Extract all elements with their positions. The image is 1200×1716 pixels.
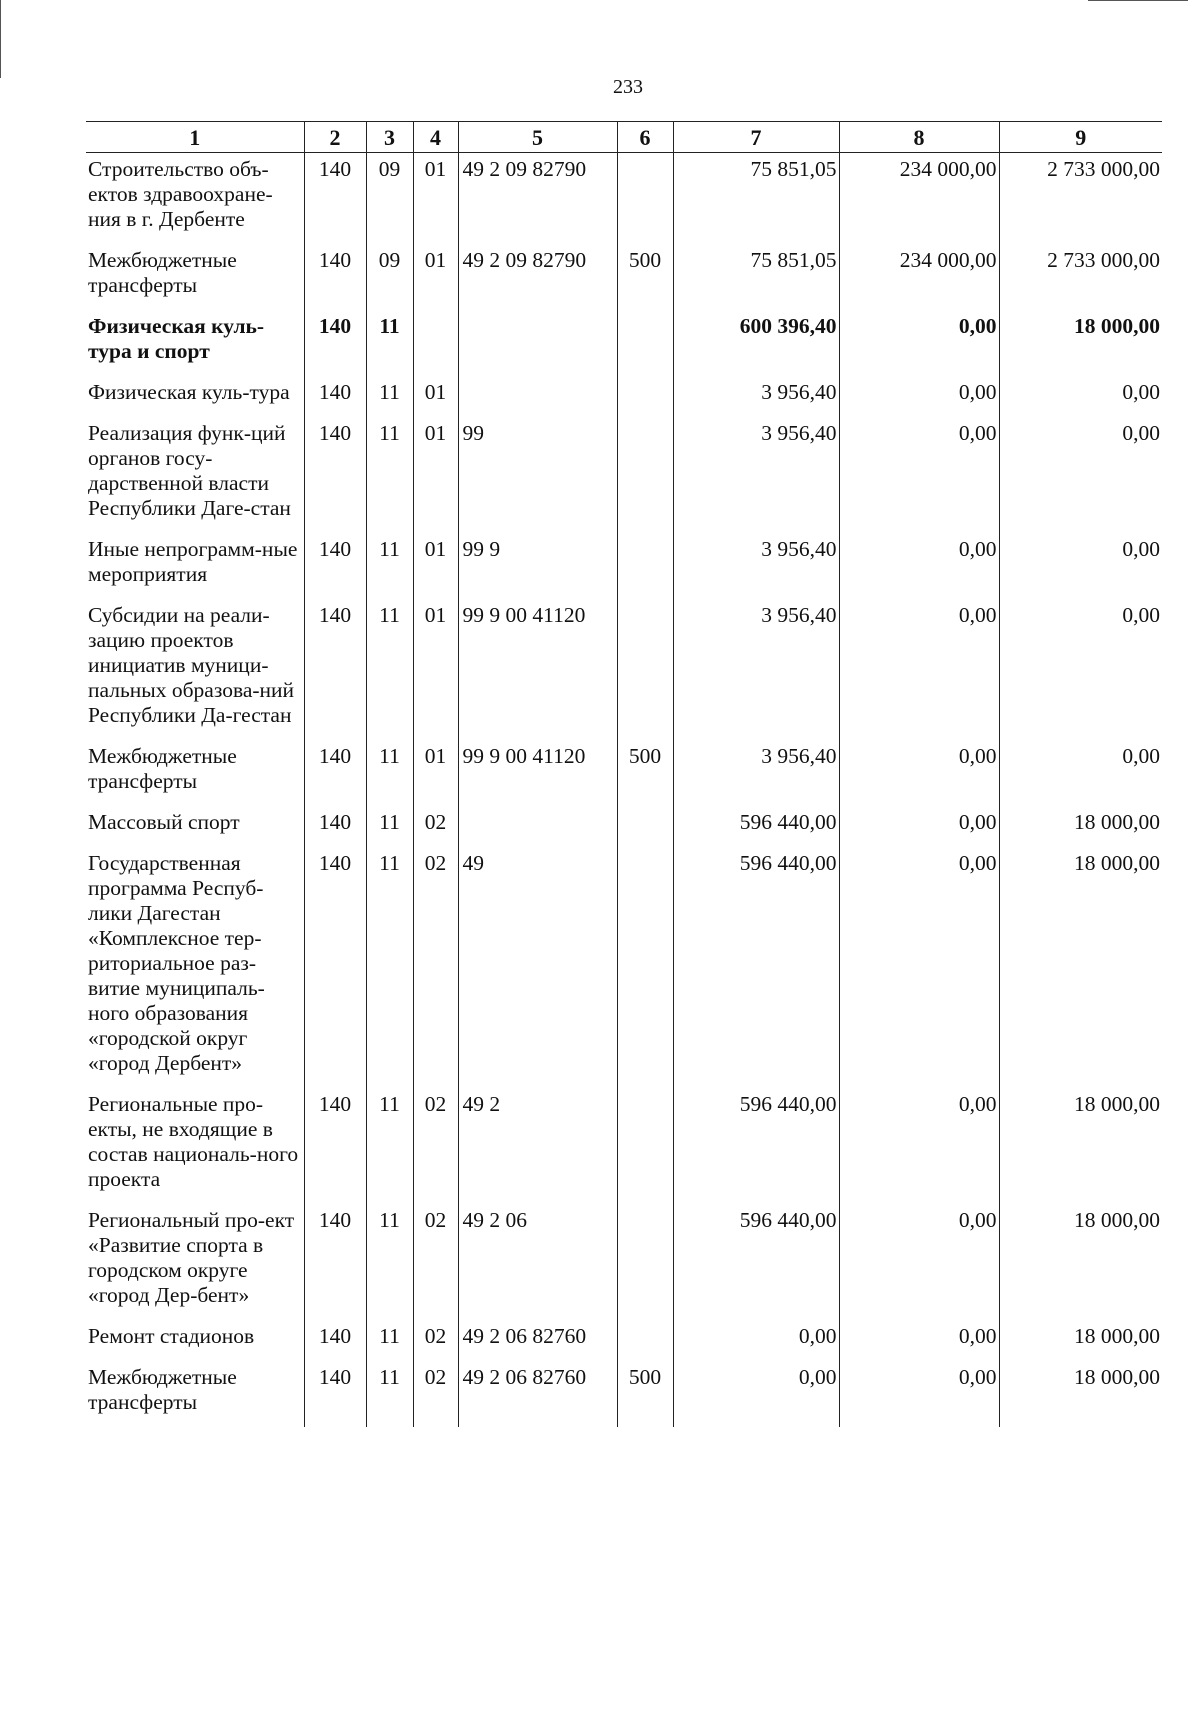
table-row <box>86 599 1162 740</box>
amount-col9: 18 000,00 <box>999 1088 1162 1204</box>
subsection-code: 02 <box>413 1361 458 1427</box>
amount-col9: 0,00 <box>999 599 1162 740</box>
page-number: 233 <box>613 76 643 98</box>
ministry-code: 140 <box>304 740 366 806</box>
ministry-code: 140 <box>304 376 366 417</box>
row-label: Региональный про-ект «Развитие спорта в городском округе «город Дер-бент» <box>88 1208 295 1307</box>
amount-col7: 596 440,00 <box>673 806 839 847</box>
amount-col7: 3 956,40 <box>673 740 839 806</box>
amount-col9: 18 000,00 <box>999 1361 1162 1427</box>
amount-col9: 18 000,00 <box>999 1204 1162 1320</box>
row-label: Строительство объ-ектов здравоохране-ния в г. Дербенте <box>88 157 273 231</box>
subsection-code: 01 <box>413 244 458 310</box>
amount-col8: 234 000,00 <box>839 153 999 245</box>
amount-col9: 2 733 000,00 <box>999 244 1162 310</box>
column-header: 2 <box>304 122 366 153</box>
ministry-code: 140 <box>304 310 366 376</box>
amount-col7: 596 440,00 <box>673 1088 839 1204</box>
row-label: Межбюджетные трансферты <box>88 744 237 793</box>
section-code: 09 <box>366 153 413 245</box>
section-code: 11 <box>366 417 413 533</box>
amount-col8: 0,00 <box>839 1361 999 1427</box>
amount-col7: 3 956,40 <box>673 376 839 417</box>
amount-col8: 0,00 <box>839 1088 999 1204</box>
target-article-code: 49 2 09 82790 <box>458 153 617 245</box>
amount-col8: 234 000,00 <box>839 244 999 310</box>
target-article-code: 49 2 06 82760 <box>458 1320 617 1361</box>
amount-col8: 0,00 <box>839 740 999 806</box>
amount-col7: 0,00 <box>673 1320 839 1361</box>
section-code: 11 <box>366 806 413 847</box>
subsection-code: 02 <box>413 1320 458 1361</box>
table-row <box>86 533 1162 599</box>
amount-col7: 3 956,40 <box>673 599 839 740</box>
expense-type-code: 500 <box>617 1361 673 1427</box>
expense-type-code <box>617 599 673 740</box>
ministry-code: 140 <box>304 1361 366 1427</box>
target-article-code: 49 <box>458 847 617 1088</box>
ministry-code: 140 <box>304 417 366 533</box>
row-label: Региональные про-екты, не входящие в состав националь-ного проекта <box>88 1092 299 1191</box>
scan-edge-line <box>0 0 1 78</box>
column-header: 5 <box>458 122 617 153</box>
section-code: 11 <box>366 1204 413 1320</box>
expense-type-code <box>617 847 673 1088</box>
row-label: Ремонт стадионов <box>88 1324 255 1348</box>
column-header: 1 <box>86 122 304 153</box>
header-row <box>86 122 1162 153</box>
expense-type-code <box>617 417 673 533</box>
ministry-code: 140 <box>304 599 366 740</box>
section-code: 11 <box>366 1361 413 1427</box>
section-code: 11 <box>366 310 413 376</box>
table-row <box>86 376 1162 417</box>
amount-col7: 0,00 <box>673 1361 839 1427</box>
ministry-code: 140 <box>304 847 366 1088</box>
subsection-code: 01 <box>413 376 458 417</box>
table-row <box>86 417 1162 533</box>
ministry-code: 140 <box>304 1320 366 1361</box>
amount-col7: 596 440,00 <box>673 1204 839 1320</box>
amount-col9: 18 000,00 <box>999 806 1162 847</box>
ministry-code: 140 <box>304 806 366 847</box>
ministry-code: 140 <box>304 1204 366 1320</box>
amount-col8: 0,00 <box>839 376 999 417</box>
target-article-code <box>458 806 617 847</box>
row-label: Массовый спорт <box>88 810 240 834</box>
row-label: Субсидии на реали-зацию проектов инициатив муници-пальных образова-ний Республики Да-гестан <box>88 603 295 727</box>
amount-col8: 0,00 <box>839 533 999 599</box>
amount-col8: 0,00 <box>839 417 999 533</box>
row-label: Межбюджетные трансферты <box>88 1365 237 1414</box>
amount-col8: 0,00 <box>839 1320 999 1361</box>
subsection-code: 02 <box>413 1088 458 1204</box>
column-header: 9 <box>999 122 1162 153</box>
scan-edge-line <box>1088 0 1188 1</box>
target-article-code: 49 2 09 82790 <box>458 244 617 310</box>
amount-col7: 75 851,05 <box>673 153 839 245</box>
table-body <box>86 153 1162 1428</box>
row-label: Физическая куль-тура и спорт <box>88 314 265 363</box>
target-article-code: 99 9 00 41120 <box>458 740 617 806</box>
table-row <box>86 244 1162 310</box>
section-code: 11 <box>366 740 413 806</box>
amount-col9: 18 000,00 <box>999 1320 1162 1361</box>
amount-col7: 3 956,40 <box>673 417 839 533</box>
expense-type-code <box>617 1204 673 1320</box>
amount-col7: 596 440,00 <box>673 847 839 1088</box>
amount-col7: 75 851,05 <box>673 244 839 310</box>
amount-col9: 18 000,00 <box>999 847 1162 1088</box>
column-header: 7 <box>673 122 839 153</box>
column-header: 4 <box>413 122 458 153</box>
section-code: 11 <box>366 533 413 599</box>
column-header: 3 <box>366 122 413 153</box>
table-row <box>86 1320 1162 1361</box>
target-article-code: 99 <box>458 417 617 533</box>
target-article-code: 99 9 00 41120 <box>458 599 617 740</box>
section-code: 11 <box>366 599 413 740</box>
section-code: 11 <box>366 1320 413 1361</box>
table-row <box>86 1088 1162 1204</box>
subsection-code: 01 <box>413 740 458 806</box>
subsection-code: 02 <box>413 847 458 1088</box>
target-article-code: 49 2 <box>458 1088 617 1204</box>
table-row <box>86 740 1162 806</box>
expense-type-code: 500 <box>617 740 673 806</box>
subsection-code <box>413 310 458 376</box>
table-row <box>86 1204 1162 1320</box>
row-label: Иные непрограмм-ные мероприятия <box>88 537 298 586</box>
row-label: Физическая куль-тура <box>88 380 290 404</box>
row-label: Реализация функ-ций органов госу-дарственной власти Республики Даге-стан <box>88 421 291 520</box>
amount-col8: 0,00 <box>839 1204 999 1320</box>
expense-type-code: 500 <box>617 244 673 310</box>
expense-type-code <box>617 1320 673 1361</box>
subsection-code: 01 <box>413 533 458 599</box>
ministry-code: 140 <box>304 1088 366 1204</box>
table-row <box>86 806 1162 847</box>
target-article-code: 49 2 06 <box>458 1204 617 1320</box>
amount-col9: 0,00 <box>999 533 1162 599</box>
amount-col9: 0,00 <box>999 376 1162 417</box>
table-row <box>86 310 1162 376</box>
table-row <box>86 847 1162 1088</box>
expense-type-code <box>617 533 673 599</box>
amount-col8: 0,00 <box>839 599 999 740</box>
amount-col8: 0,00 <box>839 806 999 847</box>
subsection-code: 01 <box>413 417 458 533</box>
subsection-code: 02 <box>413 1204 458 1320</box>
amount-col8: 0,00 <box>839 310 999 376</box>
table-header <box>86 122 1162 153</box>
budget-table <box>86 121 1162 1427</box>
table-row <box>86 153 1162 245</box>
amount-col9: 0,00 <box>999 740 1162 806</box>
subsection-code: 01 <box>413 599 458 740</box>
column-header: 8 <box>839 122 999 153</box>
subsection-code: 01 <box>413 153 458 245</box>
row-label: Межбюджетные трансферты <box>88 248 237 297</box>
section-code: 11 <box>366 847 413 1088</box>
target-article-code: 99 9 <box>458 533 617 599</box>
ministry-code: 140 <box>304 533 366 599</box>
amount-col7: 600 396,40 <box>673 310 839 376</box>
amount-col8: 0,00 <box>839 847 999 1088</box>
section-code: 11 <box>366 1088 413 1204</box>
section-code: 11 <box>366 376 413 417</box>
column-header: 6 <box>617 122 673 153</box>
subsection-code: 02 <box>413 806 458 847</box>
ministry-code: 140 <box>304 244 366 310</box>
ministry-code: 140 <box>304 153 366 245</box>
section-code: 09 <box>366 244 413 310</box>
target-article-code: 49 2 06 82760 <box>458 1361 617 1427</box>
amount-col9: 0,00 <box>999 417 1162 533</box>
amount-col7: 3 956,40 <box>673 533 839 599</box>
expense-type-code <box>617 1088 673 1204</box>
target-article-code <box>458 376 617 417</box>
expense-type-code <box>617 310 673 376</box>
expense-type-code <box>617 153 673 245</box>
amount-col9: 18 000,00 <box>999 310 1162 376</box>
amount-col9: 2 733 000,00 <box>999 153 1162 245</box>
row-label: Государственная программа Респуб-лики Дагестан «Комплексное тер-риториальное раз-витие муниципаль-ного образования «городской округ «город Дербент» <box>88 851 265 1075</box>
expense-type-code <box>617 376 673 417</box>
target-article-code <box>458 310 617 376</box>
table-row <box>86 1361 1162 1427</box>
expense-type-code <box>617 806 673 847</box>
